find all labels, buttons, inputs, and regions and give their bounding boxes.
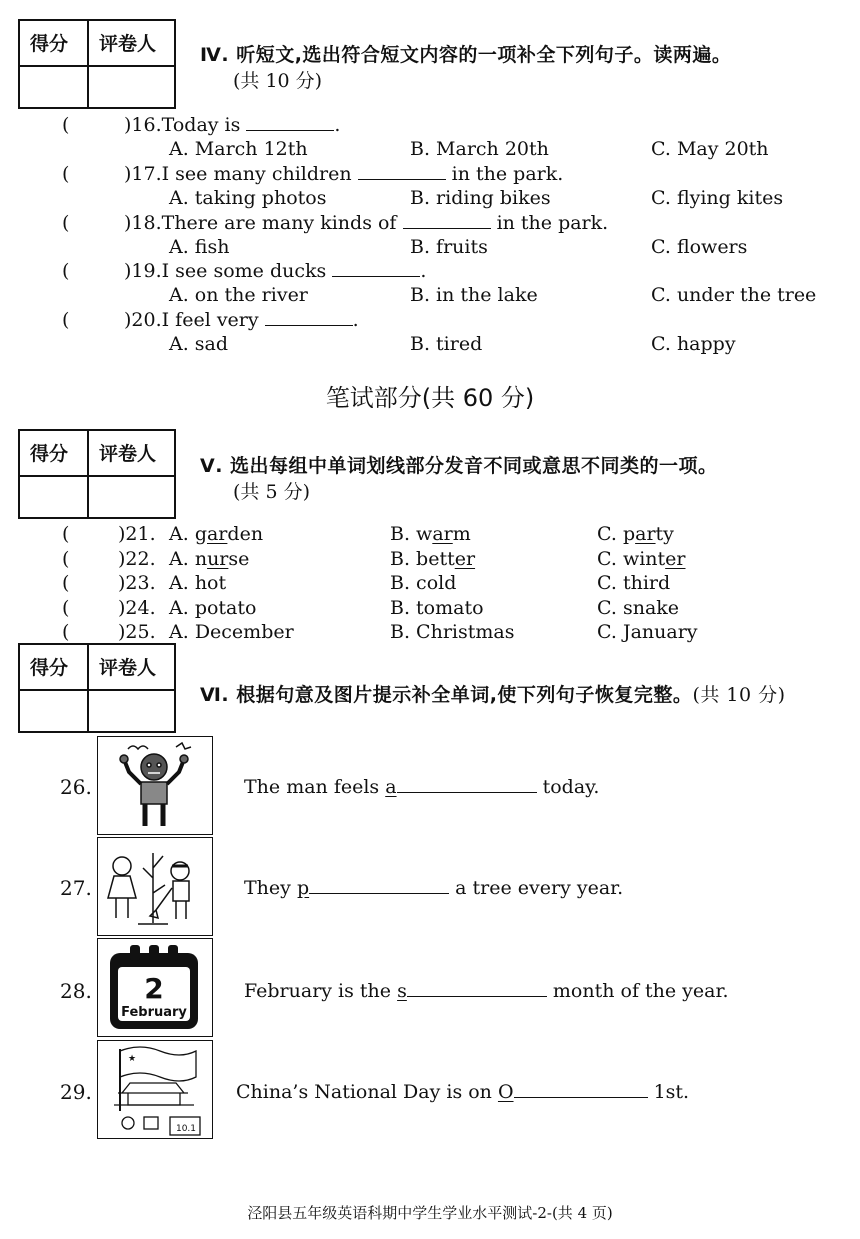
question-number: )21. [118, 523, 156, 545]
option-c: C. flying kites [651, 187, 784, 209]
planting-tree-picture [97, 837, 213, 936]
question-18: ( [62, 212, 70, 234]
answer-blank[interactable] [332, 260, 420, 277]
option-c: C. third [597, 572, 671, 594]
item-27-number: 27. [60, 876, 92, 900]
item-29-sentence: China’s National Day is on O 1st. [236, 1081, 690, 1103]
option-a: A. garden [169, 523, 264, 545]
option-b: B. tomato [390, 597, 484, 619]
option-c: C. party [597, 523, 674, 545]
item-28-number: 28. [60, 979, 92, 1003]
section5-points: (共 5 分) [233, 481, 310, 503]
question-text: Today is [161, 114, 241, 136]
option-a: A. hot [169, 572, 227, 594]
calendar-day: 2 [144, 972, 164, 1005]
national-day-picture [97, 1040, 213, 1139]
option-b: B. warm [390, 523, 471, 545]
question-number: )23. [118, 572, 156, 594]
written-part-title: 笔试部分(共 60 分) [325, 384, 535, 412]
option-a: A. March 12th [169, 138, 308, 160]
answer-blank[interactable] [309, 877, 449, 894]
option-a: A. sad [169, 333, 229, 355]
option-c: C. January [597, 621, 698, 643]
question-25: ( [62, 621, 70, 643]
calendar-month: February [121, 1005, 187, 1020]
option-c: C. winter [597, 548, 686, 570]
underlined-part: ar [432, 523, 453, 545]
option-b: B. tired [410, 333, 483, 355]
option-c: C. under the tree [651, 284, 817, 306]
section5-title: Ⅴ. 选出每组中单词划线部分发音不同或意思不同类的一项。 [200, 455, 718, 477]
underlined-part: ar [206, 523, 228, 545]
option-a: A. on the river [169, 284, 308, 306]
underlined-part: er [454, 548, 476, 570]
score-box-section4 [18, 19, 176, 109]
question-number: 19. [131, 260, 162, 282]
question-21: ( [62, 523, 70, 545]
grader-label: 评卷人 [99, 657, 157, 679]
option-a: A. potato [169, 597, 257, 619]
question-number: )24. [118, 597, 156, 619]
question-16: ( [62, 114, 70, 136]
national-day-sign: 10.1 [175, 1124, 197, 1134]
calendar-picture [97, 938, 213, 1037]
section4-points: (共 10 分) [233, 70, 323, 92]
answer-blank[interactable] [397, 776, 537, 793]
underlined-part: ar [635, 523, 656, 545]
option-b: B. in the lake [410, 284, 538, 306]
option-c: C. May 20th [651, 138, 769, 160]
question-text: There are many kinds of [161, 212, 397, 234]
svg-text:★: ★ [128, 1054, 137, 1064]
question-24: ( [62, 597, 70, 619]
question-23: ( [62, 572, 70, 594]
item-29-number: 29. [60, 1080, 92, 1104]
score-box-section5 [18, 429, 176, 519]
question-19: ( [62, 260, 70, 282]
option-a: A. fish [169, 236, 230, 258]
option-b: B. riding bikes [410, 187, 551, 209]
question-number: 17. [131, 163, 162, 185]
question-number: )22. [118, 548, 156, 570]
answer-blank[interactable] [265, 309, 353, 326]
option-c: C. snake [597, 597, 680, 619]
question-17: ( [62, 163, 70, 185]
grader-label: 评卷人 [99, 443, 157, 465]
score-box-section6 [18, 643, 176, 733]
score-label: 得分 [30, 657, 69, 679]
answer-blank[interactable] [403, 212, 491, 229]
question-text: I feel very [161, 309, 259, 331]
answer-blank[interactable] [246, 114, 334, 131]
option-c: C. flowers [651, 236, 748, 258]
option-b: B. Christmas [390, 621, 515, 643]
question-20: ( [62, 309, 70, 331]
grader-label: 评卷人 [99, 33, 157, 55]
item-26-number: 26. [60, 775, 92, 799]
question-number: 16. [131, 114, 162, 136]
question-number: 20. [131, 309, 162, 331]
option-a: A. taking photos [169, 187, 327, 209]
item-26-sentence: The man feels a today. [244, 776, 600, 798]
option-a: A. nurse [169, 548, 250, 570]
answer-blank[interactable] [407, 980, 547, 997]
underlined-part: er [665, 548, 686, 570]
section6-points: (共 10 分) [692, 684, 786, 706]
option-b: B. cold [390, 572, 457, 594]
question-number: )25. [118, 621, 156, 643]
question-number: 18. [131, 212, 162, 234]
answer-blank[interactable] [514, 1081, 648, 1098]
page-footer: 泾阳县五年级英语科期中学生学业水平测试-2-(共 4 页) [247, 1204, 613, 1222]
option-a: A. December [169, 621, 294, 643]
section4-title: Ⅳ. 听短文,选出符合短文内容的一项补全下列句子。读两遍。 [200, 44, 732, 66]
answer-blank[interactable] [358, 163, 446, 180]
question-text: I see some ducks [161, 260, 327, 282]
option-b: B. better [390, 548, 476, 570]
option-b: B. March 20th [410, 138, 549, 160]
section6-title: Ⅵ. 根据句意及图片提示补全单词,使下列句子恢复完整。 [200, 684, 693, 706]
score-label: 得分 [30, 33, 69, 55]
question-22: ( [62, 548, 70, 570]
angry-man-picture [97, 736, 213, 835]
underlined-part: ur [207, 548, 229, 570]
score-label: 得分 [30, 443, 69, 465]
option-b: B. fruits [410, 236, 488, 258]
item-28-sentence: February is the s month of the year. [244, 980, 729, 1002]
question-text: I see many children [161, 163, 352, 185]
item-27-sentence: They p a tree every year. [244, 877, 624, 899]
option-c: C. happy [651, 333, 736, 355]
